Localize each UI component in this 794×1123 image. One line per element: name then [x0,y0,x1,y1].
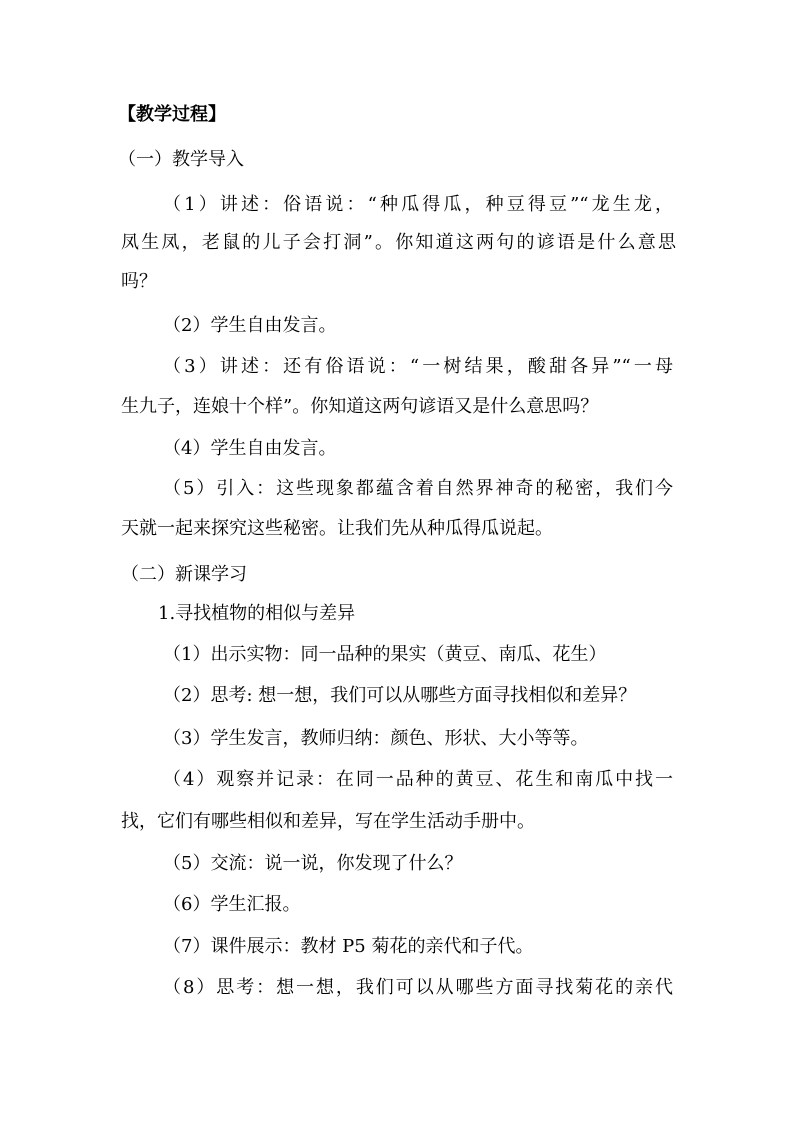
section-heading: 【教学过程】 [118,104,226,125]
new-lesson-item-8-line-1: （8）思考：想一想，我们可以从哪些方面寻找菊花的亲代 [163,977,673,998]
part-two-title: （二）新课学习 [121,564,247,585]
paragraph-4: （4）学生自由发言。 [163,438,337,459]
new-lesson-item-4-line-2: 找，它们有哪些相似和差异，写在学生活动手册中。 [121,811,535,832]
paragraph-2: （2）学生自由发言。 [163,315,337,336]
new-lesson-item-3: （3）学生发言，教师归纳：颜色、形状、大小等等。 [163,728,589,749]
new-lesson-item-5: （5）交流：说一说，你发现了什么？ [163,853,463,874]
subsection-1-title: 1.寻找植物的相似与差异 [158,603,356,624]
paragraph-1-line-2: 凤生凤，老鼠的儿子会打洞”。你知道这两句的谚语是什么意思 [121,232,676,253]
paragraph-3-line-1: （3）讲述：还有俗语说：“一树结果，酸甜各异”“一母 [163,356,673,377]
new-lesson-item-7: （7）课件展示：教材 P5 菊花的亲代和子代。 [163,936,534,957]
paragraph-5-line-2: 天就一起来探究这些秘密。让我们先从种瓜得瓜说起。 [121,518,553,539]
new-lesson-item-4-line-1: （4）观察并记录：在同一品种的黄豆、花生和南瓜中找一 [163,769,673,790]
paragraph-5-line-1: （5）引入：这些现象都蕴含着自然界神奇的秘密，我们今 [163,478,673,499]
new-lesson-item-6: （6）学生汇报。 [163,894,301,915]
new-lesson-item-1: （1）出示实物：同一品种的果实（黄豆、南瓜、花生） [163,644,607,665]
paragraph-3-line-2: 生九子，连娘十个样”。你知道这两句谚语又是什么意思吗？ [121,396,599,417]
part-one-title: （一）教学导入 [118,149,244,170]
paragraph-1-line-1: （1）讲述：俗语说：“种瓜得瓜，种豆得豆”“龙生龙， [163,194,673,215]
new-lesson-item-2: （2）思考: 想一想，我们可以从哪些方面寻找相似和差异？ [163,685,637,706]
paragraph-1-line-3: 吗？ [121,271,157,292]
